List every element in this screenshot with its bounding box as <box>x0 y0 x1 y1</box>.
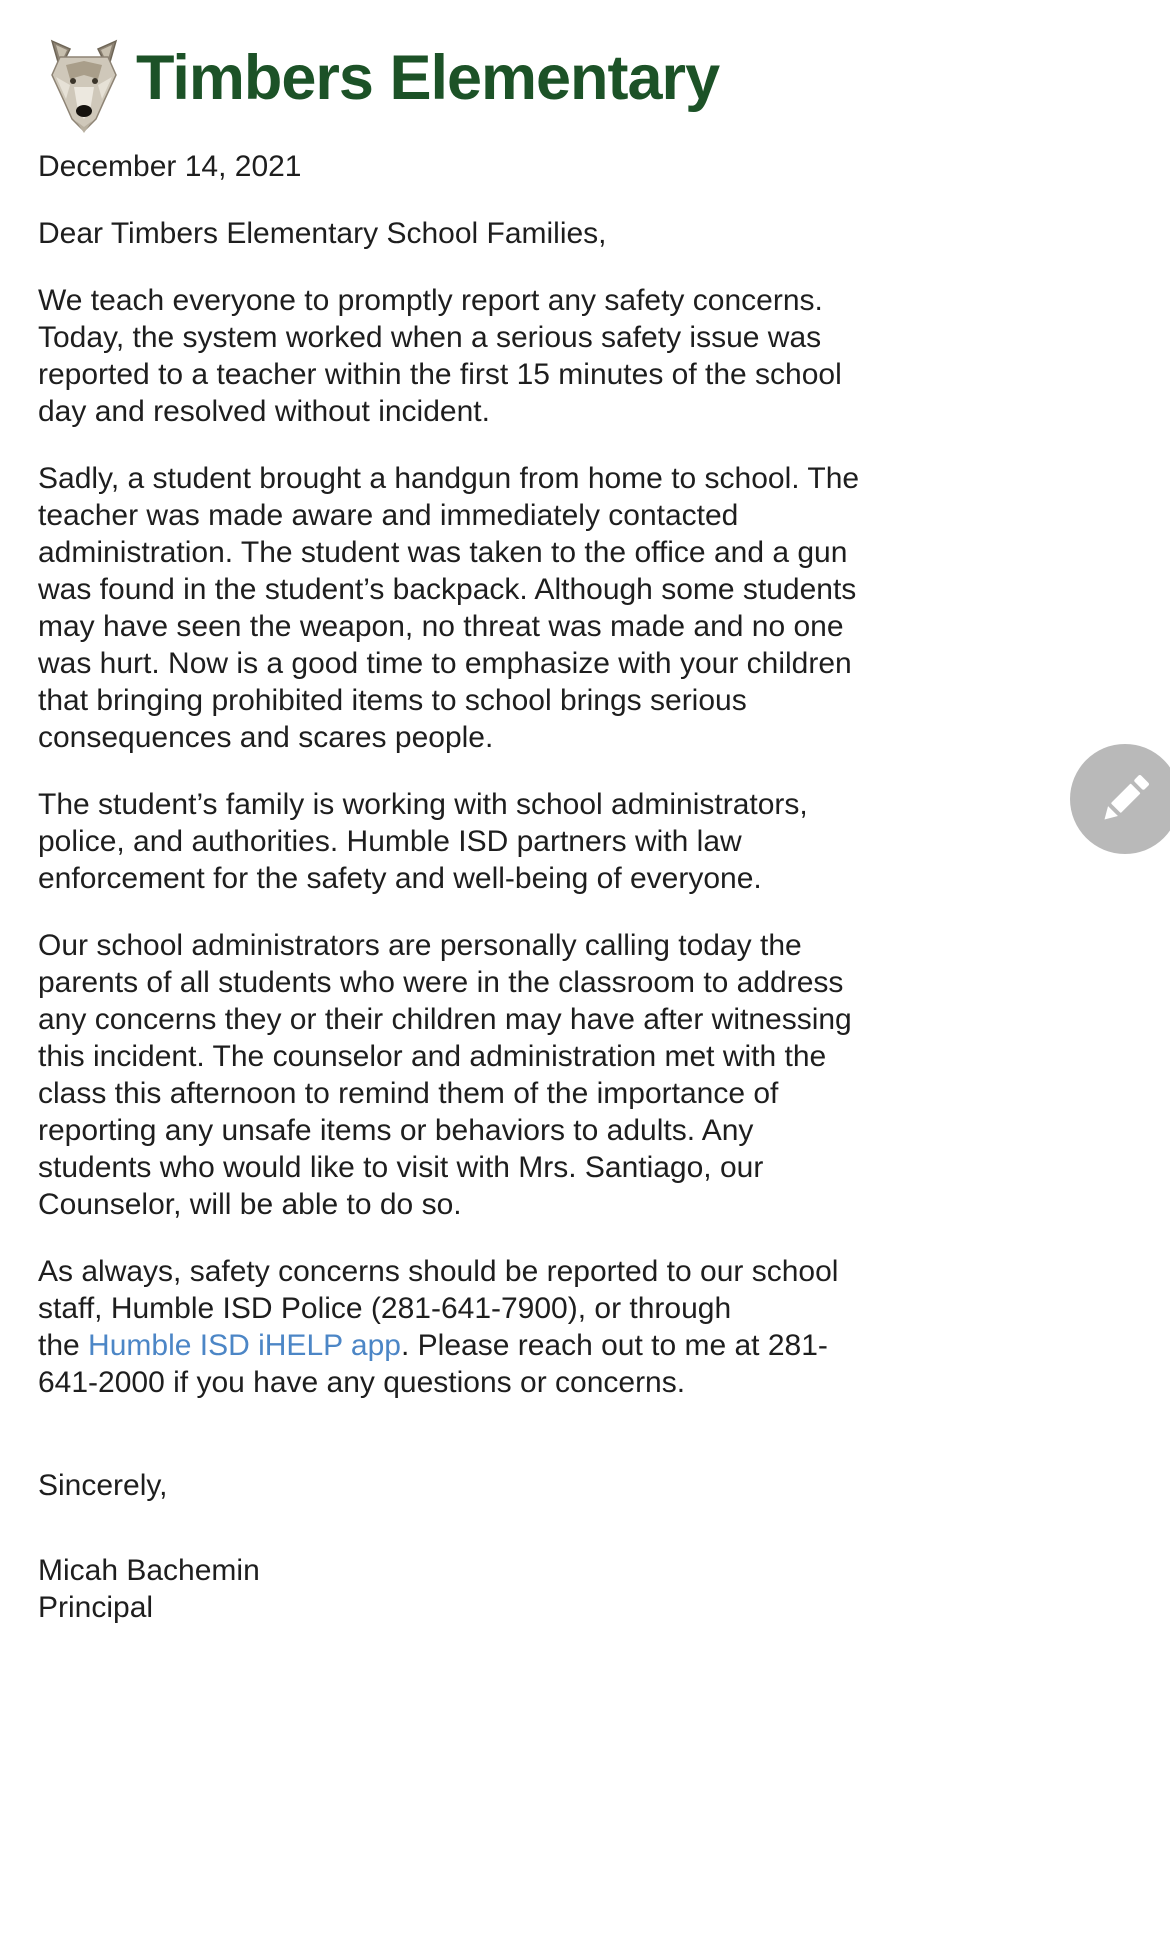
paragraph-line <box>38 571 1128 608</box>
paragraph-line <box>38 823 1128 860</box>
paragraph-line <box>38 1253 1128 1290</box>
paragraph <box>38 1253 1128 1401</box>
text-segment: may have seen the weapon, no threat was made and no one <box>38 610 844 643</box>
letter-body <box>38 282 1128 1401</box>
text-segment: As always, safety concerns should be reported to our school <box>38 1255 839 1288</box>
paragraph-line <box>38 1038 1128 1075</box>
paragraph-line <box>38 964 1128 1001</box>
paragraph-line <box>38 1290 1128 1327</box>
text-segment: Sadly, a student brought a handgun from home to school. The <box>38 462 860 495</box>
letter-date: December 14, 2021 <box>38 150 302 183</box>
text-segment: that bringing prohibited items to school brings serious <box>38 684 747 717</box>
paragraph-line <box>38 927 1128 964</box>
text-segment: parents of all students who were in the classroom to address <box>38 966 844 999</box>
letter-valediction: Sincerely, <box>38 1469 168 1502</box>
paragraph-line <box>38 786 1128 823</box>
signature-title: Principal <box>38 1591 154 1624</box>
paragraph-line <box>38 645 1128 682</box>
paragraph-line <box>38 319 1128 356</box>
paragraph-line <box>38 719 1128 756</box>
text-segment: day and resolved without incident. <box>38 395 490 428</box>
text-segment: was found in the student’s backpack. Although some students <box>38 573 857 606</box>
text-segment: police, and authorities. Humble ISD partners with law <box>38 825 742 858</box>
text-segment: Counselor, will be able to do so. <box>38 1188 462 1221</box>
paragraph-line <box>38 1112 1128 1149</box>
text-segment: Today, the system worked when a serious safety issue was <box>38 321 822 354</box>
edit-button[interactable] <box>1070 744 1170 854</box>
pencil-icon <box>1080 754 1170 845</box>
paragraph-line <box>38 1364 1128 1401</box>
letter-content <box>0 148 1170 1626</box>
humble-isd-ihelp-app-link[interactable]: Humble ISD iHELP app <box>88 1329 401 1362</box>
text-segment: We teach everyone to promptly report any safety concerns. <box>38 284 823 317</box>
paragraph-line <box>38 534 1128 571</box>
text-segment: reporting any unsafe items or behaviors to adults. Any <box>38 1114 754 1147</box>
paragraph <box>38 282 1128 430</box>
paragraph-line <box>38 356 1128 393</box>
paragraph <box>38 460 1128 756</box>
paragraph-line <box>38 682 1128 719</box>
signature-name: Micah Bachemin <box>38 1554 260 1587</box>
paragraph-line <box>38 282 1128 319</box>
text-segment: staff, Humble ISD Police (281-641-7900), or through <box>38 1292 732 1325</box>
text-segment: any concerns they or their children may have after witnessing <box>38 1003 852 1036</box>
text-segment: the <box>38 1329 89 1362</box>
school-header <box>0 0 1170 140</box>
paragraph-line <box>38 1149 1128 1186</box>
text-segment: teacher was made aware and immediately contacted <box>38 499 739 532</box>
text-segment: administration. The student was taken to the office and a gun <box>38 536 848 569</box>
paragraph-line <box>38 497 1128 534</box>
school-name: Timbers Elementary <box>136 42 720 113</box>
text-segment: class this afternoon to remind them of the importance of <box>38 1077 779 1110</box>
text-segment: students who would like to visit with Mrs. Santiago, our <box>38 1151 764 1184</box>
text-segment: enforcement for the safety and well-being of everyone. <box>38 862 762 895</box>
paragraph-line <box>38 1075 1128 1112</box>
wolf-logo-icon <box>46 35 122 135</box>
text-segment: Our school administrators are personally calling today the <box>38 929 802 962</box>
paragraph <box>38 927 1128 1223</box>
paragraph-line <box>38 1186 1128 1223</box>
paragraph-line <box>38 1327 1128 1364</box>
paragraph-line <box>38 393 1128 430</box>
paragraph-line <box>38 860 1128 897</box>
letter-salutation: Dear Timbers Elementary School Families, <box>38 217 607 250</box>
paragraph <box>38 786 1128 897</box>
text-segment: reported to a teacher within the first 15 minutes of the school <box>38 358 842 391</box>
text-segment: 641-2000 if you have any questions or concerns. <box>38 1366 686 1399</box>
signature-block <box>38 1552 1128 1626</box>
text-segment: The student’s family is working with school administrators, <box>38 788 808 821</box>
paragraph-line <box>38 1001 1128 1038</box>
paragraph-line <box>38 460 1128 497</box>
text-segment: . Please reach out to me at 281- <box>400 1329 828 1362</box>
text-segment: consequences and scares people. <box>38 721 494 754</box>
paragraph-line <box>38 608 1128 645</box>
text-segment: this incident. The counselor and administration met with the <box>38 1040 827 1073</box>
text-segment: was hurt. Now is a good time to emphasize with your children <box>38 647 852 680</box>
